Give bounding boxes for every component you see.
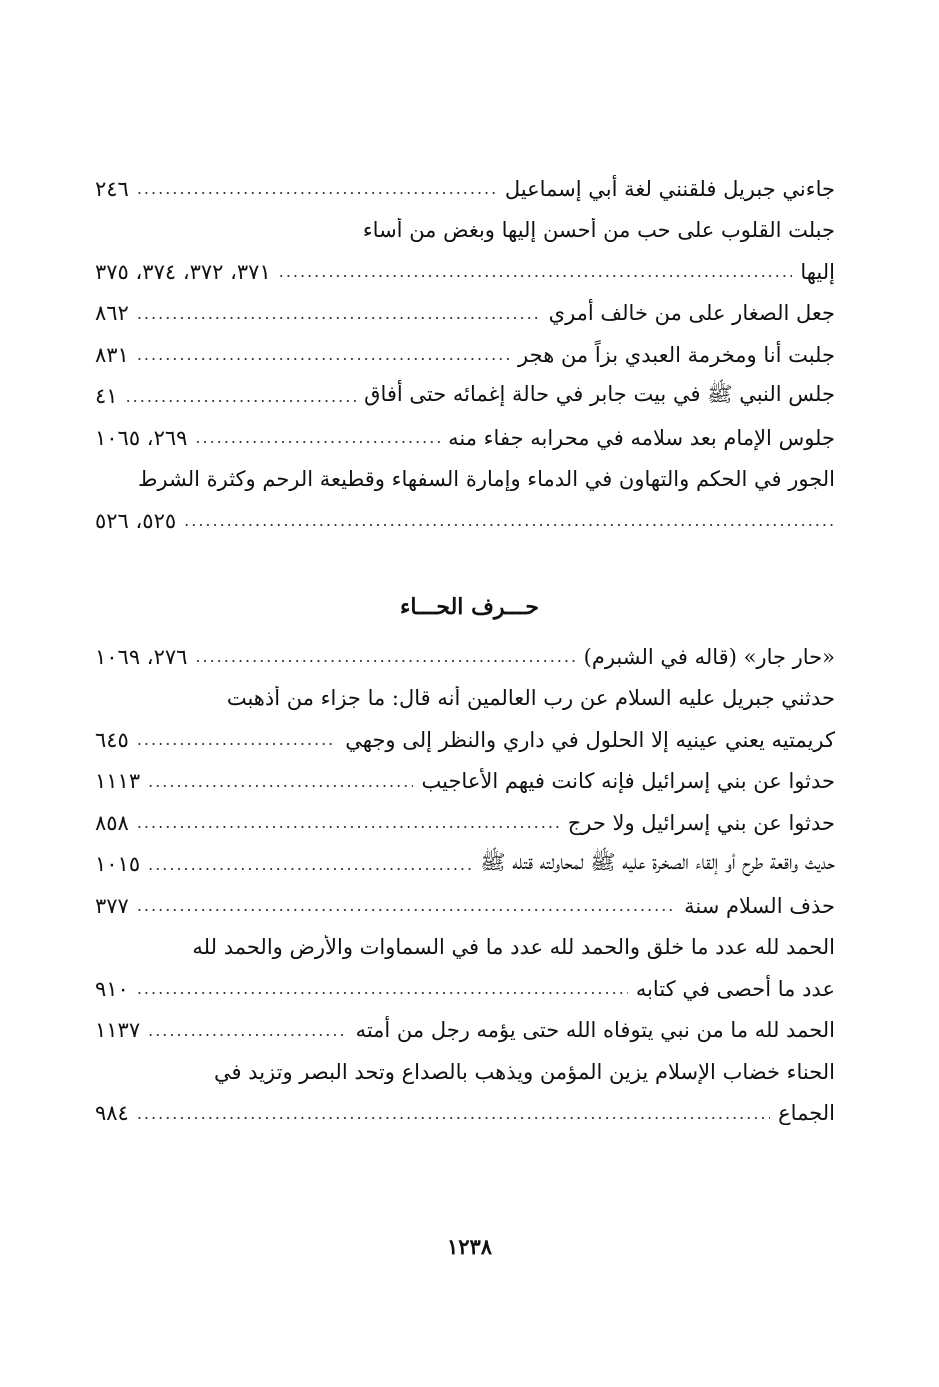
entry-text: جاءني جبريل فلقنني لغة أبي إسماعيل (504, 176, 835, 201)
entry-text: الحمد لله عدد ما خلق والحمد لله عدد ما في السماوات والأرض والحمد لله (192, 935, 835, 960)
index-entry (95, 678, 835, 720)
index-entry (95, 459, 835, 501)
entry-text: الحناء خضاب الإسلام يزين المؤمن ويذهب بالصداع وتحد البصر وتزيد في (213, 1059, 835, 1084)
entry-pages: ٥٢٥، ٥٢٦ (95, 508, 177, 533)
leader-dots (137, 896, 676, 915)
leader-dots (184, 511, 835, 530)
index-entry (95, 927, 835, 969)
entry-pages: ٢٤٦ (95, 176, 129, 201)
leader-dots (279, 262, 793, 281)
page-number: ١٢٣٨ (446, 1234, 493, 1259)
entry-text: حدثوا عن بني إسرائيل فإنه كانت فيهم الأعاجيب (421, 769, 835, 794)
entry-text: عدد ما أحصى في كتابه (635, 976, 835, 1001)
entry-text: «حار جار» (قاله في الشبرم) (583, 644, 835, 669)
leader-dots (148, 1021, 347, 1040)
leader-dots (137, 179, 497, 198)
entry-pages: ١٠١٥ (95, 852, 141, 877)
index-entry (95, 1093, 835, 1135)
entry-text: حدثوا عن بني إسرائيل ولا حرج (567, 810, 835, 835)
entry-text: الجور في الحكم والتهاون في الدماء وإمارة السفهاء وقطيعة الرحم وكثرة الشرط (137, 467, 835, 492)
entry-pages: ١١١٣ (95, 769, 141, 794)
index-entry (95, 968, 835, 1010)
entry-text: جعل الصغار على من خالف أمري (548, 301, 835, 326)
leader-dots (137, 813, 560, 832)
index-section-jim (95, 168, 835, 542)
entry-text: كريمتيه يعني عينيه إلا الحلول في داري والنظر إلى وجهي (345, 727, 835, 752)
entry-pages: ٨٦٢ (95, 301, 129, 326)
index-entry (95, 719, 835, 761)
leader-dots (195, 428, 440, 447)
index-entry (95, 210, 835, 252)
index-entry (95, 334, 835, 376)
leader-dots (126, 387, 357, 406)
entry-pages: ٣٧٧ (95, 893, 129, 918)
index-entry (95, 1010, 835, 1052)
leader-dots (137, 304, 541, 323)
entry-pages: ٣٧١، ٣٧٢، ٣٧٤، ٣٧٥ (95, 259, 271, 284)
index-entry (95, 168, 835, 210)
entry-text: حدثني جبريل عليه السلام عن رب العالمين أنه قال: ما جزاء من أذهبت (226, 686, 835, 711)
index-entry (95, 885, 835, 927)
entry-pages: ٨٥٨ (95, 810, 129, 835)
index-entry (95, 802, 835, 844)
leader-dots (137, 1104, 770, 1123)
entry-text: جلبت أنا ومخرمة العبدي بزاً من هجر (518, 342, 835, 367)
index-entry (95, 293, 835, 335)
index-section-ha (95, 636, 835, 1134)
index-entry (95, 636, 835, 678)
leader-dots (137, 730, 337, 749)
entry-text: جلس النبي ﷺ في بيت جابر في حالة إغمائه حتى أفاق (364, 381, 835, 406)
entry-pages: ٦٤٥ (95, 727, 129, 752)
entry-text: الجماع (778, 1101, 835, 1126)
index-entry (95, 1051, 835, 1093)
entry-pages: ٤١ (95, 384, 118, 409)
index-entry (95, 251, 835, 293)
index-entry (95, 761, 835, 803)
entry-text: الحمد لله ما من نبي يتوفاه الله حتى يؤمه رجل من أمته (355, 1018, 835, 1043)
entry-text: جلوس الإمام بعد سلامه في محرابه جفاء منه (448, 425, 835, 450)
leader-dots (148, 772, 413, 791)
entry-pages: ١١٣٧ (95, 1018, 141, 1043)
index-entry (95, 844, 835, 886)
leader-dots (137, 345, 510, 364)
entry-pages: ٨٣١ (95, 342, 129, 367)
leader-dots (137, 979, 628, 998)
leader-dots (195, 647, 575, 666)
entry-text: حذف السلام سنة (684, 893, 835, 918)
entry-pages: ٩١٠ (95, 976, 129, 1001)
entry-text: جبلت القلوب على حب من أحسن إليها وبغض من أساء (362, 218, 835, 243)
entry-pages: ٢٧٦، ١٠٦٩ (95, 644, 188, 669)
entry-pages: ٢٦٩، ١٠٦٥ (95, 425, 188, 450)
entry-pages: ٩٨٤ (95, 1101, 129, 1126)
entry-text: حديث واقعة طرح أو إلقاء الصخرة عليه ﷺ لمحاولته قتله ﷺ (480, 849, 835, 874)
index-entry (95, 417, 835, 459)
index-entry (95, 500, 835, 542)
section-heading: حـــرف الحـــاء (400, 594, 539, 620)
leader-dots (148, 855, 472, 874)
index-entry (95, 376, 835, 418)
entry-text: إليها (800, 259, 835, 284)
